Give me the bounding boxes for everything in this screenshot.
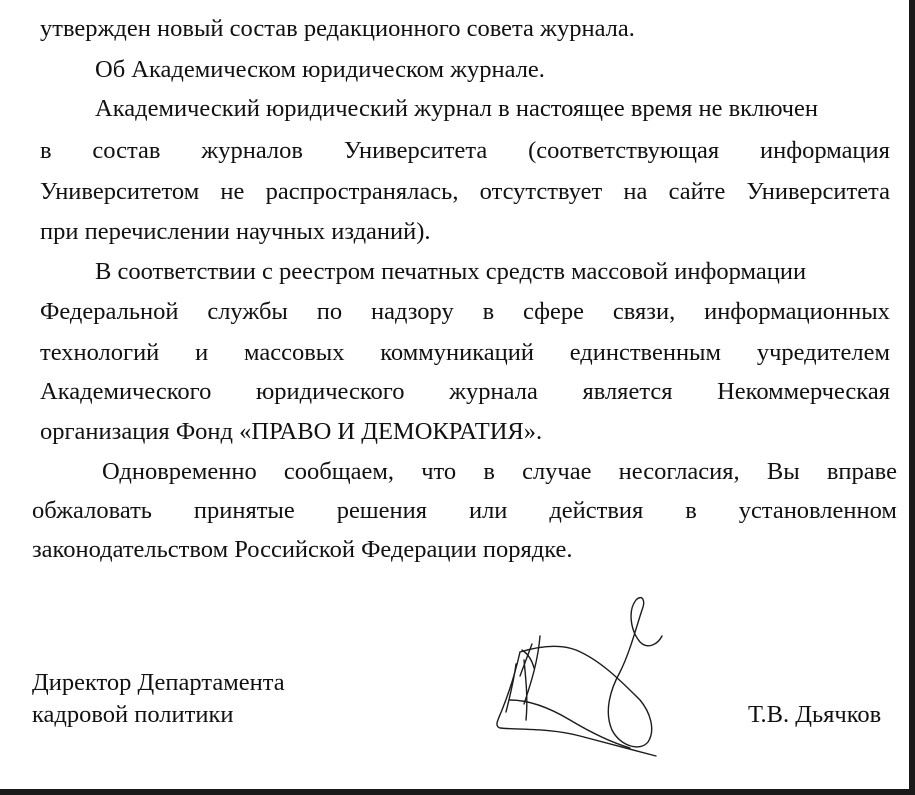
word: распространялась, bbox=[265, 178, 459, 205]
word: по bbox=[316, 298, 343, 325]
position-title-line-1: Директор Департамента bbox=[32, 669, 285, 696]
word: состав bbox=[92, 137, 161, 164]
word: Университета bbox=[746, 178, 890, 205]
text-line-4 bbox=[40, 139, 890, 164]
word: надзору bbox=[370, 298, 454, 325]
text-line-6: при перечислении научных изданий). bbox=[40, 218, 431, 245]
word: (соответствующая bbox=[528, 137, 720, 164]
text-line-3: Академический юридический журнал в настоящее время не включен bbox=[95, 95, 818, 122]
word: в bbox=[40, 137, 52, 164]
word: в bbox=[685, 497, 697, 524]
word: журнала bbox=[449, 378, 538, 405]
word: Некоммерческая bbox=[717, 378, 890, 405]
word: сообщаем, bbox=[283, 458, 395, 485]
word: принятые bbox=[193, 497, 295, 524]
word: Федеральной bbox=[40, 298, 179, 325]
word: и bbox=[195, 339, 209, 366]
word: вправе bbox=[826, 458, 897, 485]
word: юридического bbox=[255, 378, 405, 405]
text-line-14: законодательством Российской Федерации порядке. bbox=[32, 536, 573, 563]
word: в bbox=[482, 298, 495, 325]
text-line-5 bbox=[40, 180, 890, 205]
word: что bbox=[421, 458, 457, 485]
word: отсутствует bbox=[479, 178, 603, 205]
text-line-8 bbox=[40, 300, 890, 325]
word: технологий bbox=[40, 339, 160, 366]
word: решения bbox=[336, 497, 428, 524]
word: службы bbox=[207, 298, 288, 325]
text-line-9 bbox=[40, 341, 890, 366]
word: является bbox=[582, 378, 673, 405]
word: не bbox=[220, 178, 245, 205]
word: в bbox=[483, 458, 495, 485]
word: журналов bbox=[201, 137, 303, 164]
word: сайте bbox=[668, 178, 726, 205]
word: или bbox=[468, 497, 508, 524]
word: действия bbox=[549, 497, 644, 524]
word: обжаловать bbox=[32, 497, 152, 524]
word: Одновременно bbox=[102, 458, 257, 485]
word: установленном bbox=[738, 497, 897, 524]
text-line-13 bbox=[32, 499, 897, 524]
handwritten-signature-icon bbox=[480, 580, 700, 780]
word: массовых bbox=[243, 339, 345, 366]
word: информация bbox=[760, 137, 890, 164]
word: связи, bbox=[612, 298, 676, 325]
word: Университетом bbox=[40, 178, 200, 205]
position-title-line-2: кадровой политики bbox=[32, 701, 234, 728]
text-line-7: В соответствии с реестром печатных средств массовой информации bbox=[95, 258, 807, 285]
signer-name: Т.В. Дьячков bbox=[748, 701, 882, 728]
word: Университета bbox=[343, 137, 488, 164]
word: случае bbox=[522, 458, 592, 485]
text-line-2: Об Академическом юридическом журнале. bbox=[95, 56, 545, 83]
word: несогласия, bbox=[618, 458, 740, 485]
text-line-12 bbox=[102, 460, 897, 485]
word: единственным bbox=[569, 339, 722, 366]
word: Вы bbox=[766, 458, 800, 485]
word: сфере bbox=[523, 298, 585, 325]
word: на bbox=[623, 178, 648, 205]
word: информационных bbox=[704, 298, 890, 325]
text-line-10 bbox=[40, 380, 890, 405]
word: коммуникаций bbox=[380, 339, 534, 366]
word: Академического bbox=[40, 378, 212, 405]
text-line-1: утвержден новый состав редакционного совета журнала. bbox=[40, 15, 635, 42]
word: учредителем bbox=[756, 339, 890, 366]
text-line-11: организация Фонд «ПРАВО И ДЕМОКРАТИЯ». bbox=[40, 418, 543, 445]
